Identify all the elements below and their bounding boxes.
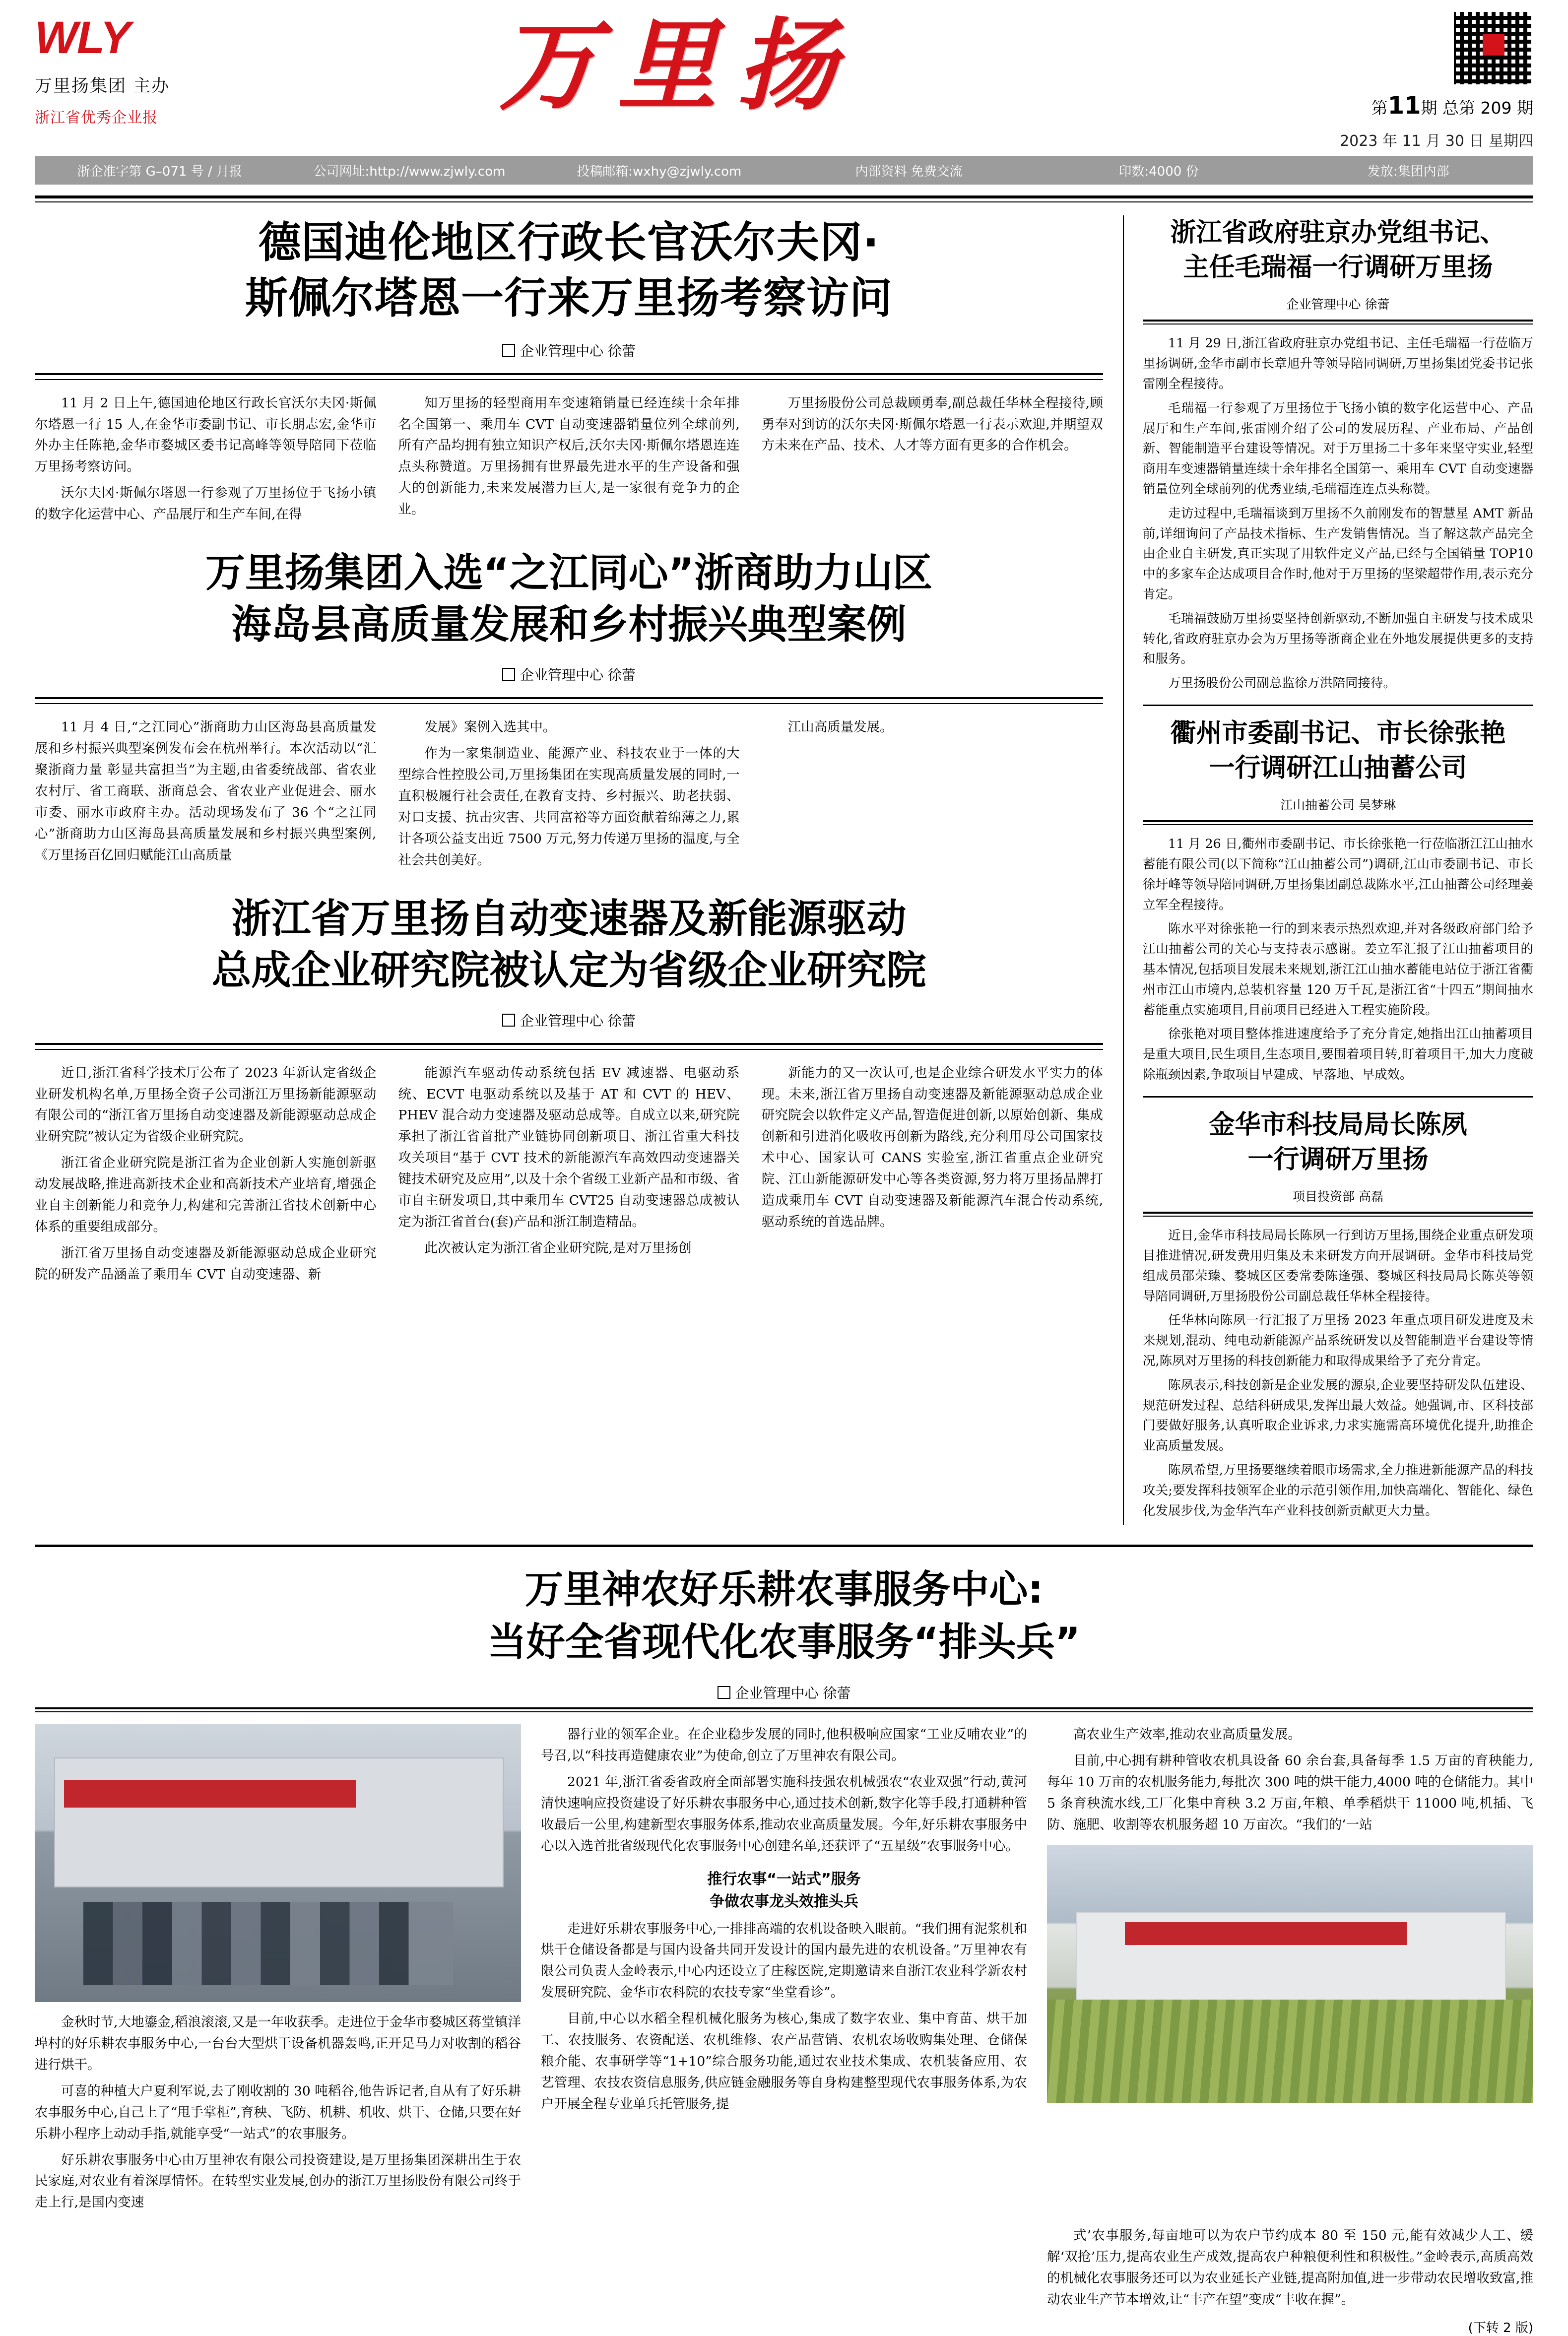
publisher-block	[35, 12, 233, 127]
publisher-line: 万里扬集团 主办	[35, 76, 170, 96]
right1-byline-text: 企业管理中心 徐蕾	[1286, 297, 1390, 312]
byline-box-icon	[502, 344, 515, 357]
byline-box-icon	[502, 1014, 515, 1027]
article1-byline-text: 企业管理中心 徐蕾	[520, 342, 636, 359]
right1-byline	[1143, 295, 1533, 313]
right2-p1: 11 月 26 日,衢州市委副书记、市长徐张艳一行莅临浙江江山抽水蓄能有限公司(以下简称“江山抽蓄公司”)调研,江山市委副书记、市长徐圩峰等领导陪同调研,万里扬集团副总裁陈水平,江山抽蓄公司经理姜立军全程接待。	[1143, 837, 1533, 912]
right2-byline-text: 江山抽蓄公司 吴梦琳	[1280, 798, 1396, 813]
right3-p2: 任华林向陈夙一行汇报了万里扬 2023 年重点项目研发进度及未来规划,混动、纯电动新能源产品系统研发以及智能制造平台建设等情况,陈夙对万里扬的科技创新能力和取得成果给予了充分肯定。	[1143, 1313, 1533, 1369]
article3-byline-text: 企业管理中心 徐蕾	[520, 1012, 636, 1029]
article1-byline	[35, 340, 1103, 360]
info-print-count: 印数:4000 份	[1118, 164, 1199, 179]
article3-headline-line1: 浙江省万里扬自动变速器及新能源驱动	[231, 895, 907, 942]
feature-byline	[35, 1683, 1533, 1702]
article1-p2: 沃尔夫冈·斯佩尔塔恩一行参观了万里扬位于飞扬小镇的数字化运营中心、产品展厅和生产车间,在得	[35, 485, 377, 522]
paper-title	[318, 4, 1037, 128]
feature-mid-p3: 走进好乐耕农事服务中心,一排排高端的农机设备映入眼前。“我们拥有泥浆机和烘干仓储设备都是与国内设备共同开发设计的国内最先进的农机设备。”万里神农有限公司负责人金岭表示,中心内还设立了庄稼医院,定期邀请来自浙江农业科学新农村发展研究院、金华市农科院的农技专家“坐堂看诊”。	[541, 1921, 1027, 2001]
right1-p2: 毛瑞福一行参观了万里扬位于飞扬小镇的数字化运营中心、产品展厅和生产车间,张雷刚介绍了公司的发展历程、产业布局、产品创新、智能制造平台建设等情况。对于万里扬二十多年来坚守实业,轻型商用车变速器销量连续十余年排名全国第一、乘用车 CVT 自动变速器销量位列全球前列的优秀业绩,毛瑞福连连点头称赞。	[1143, 400, 1533, 497]
feature-mid-p2: 2021 年,浙江省委省政府全面部署实施科技强农机械强农“农业双强”行动,黄河清快速响应投资建设了好乐耕农事服务中心,通过技术创新,数字化等手段,打通耕种管收最后一公里,构建新型农事服务体系,推动农业高质量发展。今年,好乐耕农事服务中心以入选首批省级现代化农事服务中心创建名单,还获评了“五星级”农事服务中心。	[541, 1774, 1027, 1854]
right-column	[1123, 215, 1533, 1525]
article1-p1: 11 月 2 日上午,德国迪伦地区行政长官沃尔夫冈·斯佩尔塔恩一行 15 人,在金华市委副书记、市长朋志宏,金华市外办主任陈艳,金华市婺城区委书记高峰等领导陪同下莅临万里扬考察访问。	[35, 395, 377, 475]
article-germany-visit	[35, 215, 1103, 530]
qr-center-mark	[1483, 34, 1504, 56]
issue-date: 2023 年 11 月 30 日 星期四	[1340, 132, 1533, 150]
article2-byline	[35, 664, 1103, 684]
issue-prefix: 第	[1371, 98, 1388, 118]
article-jinhua-sti-bureau	[1143, 1107, 1533, 1521]
masthead	[35, 0, 1533, 149]
article1-p3: 知万里扬的轻型商用车变速箱销量已经连续十余年排名全国第一、乘用车 CVT 自动变速器销量位列全球前列,所有产品均拥有独立知识产权后,沃尔夫冈·斯佩尔塔恩连连点头称赞道。万里扬拥有世界最先进水平的生产设备和强大的创新能力,未来发展潜力巨大,是一家很有竞争力的企业。	[398, 395, 740, 518]
right3-p4: 陈夙希望,万里扬要继续着眼市场需求,全力推进新能源产品的科技攻关;要发挥科技领军企业的示范引领作用,加快高端化、智能化、绿色化发展步伐,为金华汽车产业科技创新贡献更大力量。	[1143, 1463, 1533, 1518]
right3-byline-text: 项目投资部 高磊	[1293, 1189, 1383, 1204]
issue-info	[1236, 92, 1533, 150]
right2-p2: 陈水平对徐张艳一行的到来表示热烈欢迎,并对各级政府部门给予江山抽蓄公司的关心与支持表示感谢。姜立军汇报了江山抽蓄项目的基本情况,包括项目发展未来规划,浙江江山抽水蓄能电站位于浙江省衢州市江山市境内,总装机容量 120 万千瓦,是浙江省“十四五”期间抽水蓄能重点实施项目,目前项目已经进入工程实施阶段。	[1143, 921, 1533, 1018]
byline-box-icon	[502, 668, 515, 681]
paper-title-text: 万里扬	[498, 7, 856, 124]
right1-p1: 11 月 29 日,浙江省政府驻京办党组书记、主任毛瑞福一行莅临万里扬调研,金华市副市长章旭升等领导陪同调研,万里扬集团党委书记张雷刚全程接待。	[1143, 336, 1533, 391]
article1-p4: 万里扬股份公司总裁顾勇奉,副总裁任华林全程接待,顾勇奉对到访的沃尔夫冈·斯佩尔塔恩一行表示欢迎,并期望双方未来在产品、技术、人才等方面有更多的合作机会。	[761, 395, 1104, 454]
right3-byline	[1143, 1187, 1533, 1205]
feature-byline-text: 企业管理中心 徐蕾	[735, 1685, 851, 1701]
article3-p3: 浙江省万里扬自动变速器及新能源驱动总成企业研究院的研发产品涵盖了乘用车 CVT 自动变速器、新	[35, 1245, 377, 1282]
article3-headline-line2: 总成企业研究院被认定为省级企业研究院	[211, 947, 926, 993]
feature-headline-line1: 万里神农好乐耕农事服务中心:	[524, 1567, 1044, 1613]
right2-byline	[1143, 795, 1533, 813]
right2-headline-line1: 衢州市委副书记、市长徐张艳	[1170, 718, 1506, 748]
right1-headline-line1: 浙江省政府驻京办党组书记、	[1170, 218, 1506, 248]
wly-logo-text: WLY	[35, 12, 130, 63]
right1-p5: 万里扬股份公司副总监徐万洪陪同接待。	[1168, 676, 1396, 691]
article1-headline-line1: 德国迪伦地区行政长官沃尔夫冈·	[258, 218, 880, 267]
article3-p1: 近日,浙江省科学技术厅公布了 2023 年新认定省级企业研发机构名单,万里扬全资子公司浙江万里扬新能源驱动有限公司的“浙江省万里扬自动变速器及新能源驱动总成企业研究院”被认定为省级企业研究院。	[35, 1065, 377, 1145]
issue-suffix: 期 总第 209 期	[1421, 98, 1533, 118]
right1-headline-line2: 主任毛瑞福一行调研万里扬	[1183, 253, 1493, 283]
feature-left-p1: 金秋时节,大地鎏金,稻浪滚滚,又是一年收获季。走进位于金华市婺城区蒋堂镇洋埠村的好乐耕农事服务中心,一台台大型烘干设备机器轰鸣,正开足马力对收割的稻谷进行烘干。	[35, 2014, 521, 2073]
article3-p6: 新能力的又一次认可,也是企业综合研发水平实力的体现。未来,浙江省万里扬自动变速器及新能源驱动总成企业研究院会以软件定义产品,智造促进创新,以原始创新、集成创新和引进消化吸收再创新为路线,充分利用母公司国家技术中心、国家认可 CANS 实验室,浙江省重点企业研究院、江山新能源研发中心等各类资源,努力将万里扬品牌打造成乘用车 CVT 自动变速器及新能源汽车混合传动系统,驱动系统的首选品牌。	[761, 1065, 1104, 1230]
article2-p4: 江山高质量发展。	[787, 719, 893, 735]
info-internal: 内部资料 免费交流	[855, 164, 963, 179]
divider-thick	[35, 195, 1533, 198]
award-line: 浙江省优秀企业报	[35, 109, 158, 127]
feature-left-p2: 可喜的种植大户夏利军说,去了刚收割的 30 吨稻谷,他告诉记者,自从有了好乐耕农事服务中心,自己上了“甩手掌柜”,育秧、飞防、机耕、机收、烘干、仓储,只要在好乐耕小程序上动动手指,就能享受“一站式”的农事服务。	[35, 2083, 521, 2141]
article3-p4: 能源汽车驱动传动系统包括 EV 减速器、电驱动系统、ECVT 电驱动系统以及基于 AT 和 CVT 的 HEV、PHEV 混合动力变速器及驱动总成等。自成立以来,研究院承担了浙江省首批产业链协同创新项目、浙江省重大科技攻关项目“基于 CVT 技术的新能源汽车高效四动变速器关键技术研究及应用”,以及十余个省级工业新产品和市级、省市自主研发项目,其中乘用车 CVT25 自动变速器总成被认定为浙江省首台(套)产品和浙江制造精品。	[398, 1065, 740, 1230]
article2-byline-text: 企业管理中心 徐蕾	[520, 667, 636, 684]
article3-p5: 此次被认定为浙江省企业研究院,是对万里扬创	[424, 1240, 692, 1256]
right2-headline-line2: 一行调研江山抽蓄公司	[1209, 753, 1467, 783]
issue-number: 11	[1387, 92, 1421, 120]
feature-article	[35, 1545, 1533, 2336]
feature-photo-service-center	[1047, 1845, 1533, 2103]
article2-p3: 作为一家集制造业、能源产业、科技农业于一体的大型综合性控股公司,万里扬集团在实现高质量发展的同时,一直积极履行社会责任,在教育支持、乡村振兴、助老扶弱、对口支援、抗击灾害、共同富裕等方面资献着绵薄之力,累计各项公益支出近 7500 万元,努力传递万里扬的温度,与全社会共创美好。	[398, 746, 740, 868]
feature-subheading: 推行农事“一站式”服务 争做农事龙头效推头兵	[707, 1870, 861, 1910]
byline-box-icon	[718, 1686, 730, 1699]
info-email[interactable]: 投稿邮箱:wxhy@zjwly.com	[577, 164, 742, 179]
feature-mid-p4: 目前,中心以水稻全程机械化服务为核心,集成了数字农业、集中育苗、烘干加工、农技服务、农资配送、农机维修、农产品营销、农机农场收购集处理、仓储保粮介能、农事研学等“1+10”综合服务功能,通过农业技术集成、农机装备应用、农艺管理、农技农资信息服务,供应链金融服务等自身构建整型现代农事服务体系,为农户开展全程专业单兵托管服务,提	[541, 2011, 1027, 2112]
article2-headline-line1: 万里扬集团入选“之江同心”浙商助力山区	[205, 550, 933, 596]
right3-p3: 陈夙表示,科技创新是企业发展的源泉,企业要坚持研发队伍建设、规范研发过程、总结科研成果,发挥出最大效益。她强调,市、区科技部门要做好服务,认真听取企业诉求,力求实施需高环境优化提升,助推企业高质量发展。	[1143, 1377, 1533, 1454]
divider-thin	[35, 201, 1533, 202]
info-distribution: 发放:集团内部	[1367, 164, 1449, 179]
info-website[interactable]: 公司网址:http://www.zjwly.com	[313, 164, 506, 179]
article2-p1: 11 月 4 日,“之江同心”浙商助力山区海岛县高质量发展和乡村振兴典型案例发布会在杭州举行。本次活动以“汇聚浙商力量 彰显共富担当”为主题,由省委统战部、省农业农村厅、省工商联、浙商总会、省农业产业促进会、丽水市委、丽水市政府主办。活动现场发布了 36 个“之江同心”浙商助力山区海岛县高质量发展和乡村振兴典型案例,《万里扬百亿回归赋能江山高质量	[35, 719, 377, 863]
article-research-institute	[35, 893, 1103, 1291]
feature-right-p1: 高农业生产效率,推动农业高质量发展。	[1073, 1726, 1301, 1742]
article2-headline-line2: 海岛县高质量发展和乡村振兴典型案例	[231, 601, 907, 648]
article-zhijiang-case	[35, 547, 1103, 876]
feature-right-p3: 式’农事服务,每亩地可以为农户节约成本 80 至 150 元,能有效减少人工、缓解‘双抢’压力,提高农业生产成效,提高农户种粮便利性和积极性。”金岭表示,高质高效的机械化农事服务还可以为农业延长产业链,提高附加值,进一步带动农民增收致富,推动农业生产节本增效,让“丰产在望”变成“丰收在握”。	[1047, 2228, 1533, 2308]
article2-p2: 发展》案例入选其中。	[424, 719, 556, 735]
feature-headline-line2: 当好全省现代化农事服务“排头兵”	[487, 1620, 1081, 1665]
article3-p2: 浙江省企业研究院是浙江省为企业创新人实施创新驱动发展战略,推进高新技术企业和高新技术产业培育,增强企业自主创新能力和竞争力,构建和完善浙江省技术创新中心体系的重要组成部分。	[35, 1155, 377, 1235]
right3-headline-line1: 金华市科技局局长陈夙	[1209, 1109, 1467, 1140]
article3-byline	[35, 1010, 1103, 1030]
article1-headline-line2: 斯佩尔塔恩一行来万里扬考察访问	[245, 273, 893, 323]
qr-code[interactable]	[1454, 5, 1533, 84]
left-column	[35, 215, 1103, 1525]
right1-p4: 毛瑞福鼓励万里扬要坚持创新驱动,不断加强自主研发与技术成果转化,省政府驻京办会为万里扬等浙商企业在外地发展提供更多的支持和服务。	[1143, 611, 1533, 667]
info-license: 浙企准字第 G–071 号 / 月报	[77, 164, 242, 179]
feature-left-p3: 好乐耕农事服务中心由万里神农有限公司投资建设,是万里扬集团深耕出生于农民家庭,对农业有着深厚情怀。在转型实业发展,创办的浙江万里扬股份有限公司终于走上行,是国内变速	[35, 2152, 521, 2210]
article-quzhou-mayor	[1143, 716, 1533, 1085]
continued-note: (下转 2 版)	[1468, 2320, 1533, 2336]
article-beijing-office	[1143, 215, 1533, 694]
right3-p1: 近日,金华市科技局局长陈夙一行到访万里扬,围绕企业重点研发项目推进情况,研发费用归集及未来研发方向开展调研。金华市科技局党组成员邵荣臻、婺城区区委常委陈逢强、婺城区科技局局长陈英等领导陪同调研,万里扬股份公司副总裁任华林全程接待。	[1143, 1228, 1533, 1304]
right3-headline-line2: 一行调研万里扬	[1247, 1145, 1429, 1175]
right2-p3: 徐张艳对项目整体推进速度给予了充分肯定,她指出江山抽蓄项目是重大项目,民生项目,生态项目,要围着项目转,盯着项目干,加大力度破除瓶颈因素,争取项目早建成、早落地、早成效。	[1143, 1027, 1533, 1083]
feature-photo-visit	[35, 1724, 521, 2002]
feature-mid-p1: 器行业的领军企业。在企业稳步发展的同时,他积极响应国家“工业反哺农业”的号召,以“科技再造健康农业”为使命,创立了万里神农有限公司。	[541, 1726, 1027, 1763]
info-bar	[35, 156, 1533, 185]
feature-right-p2: 目前,中心拥有耕种管收农机具设备 60 余台套,具备每季 1.5 万亩的育秧能力,每年 10 万亩的农机服务能力,每批次 300 吨的烘干能力,4000 吨的仓储能力。其中 5 条育秧流水线,工厂化集中育秧 3.2 万亩,年粮、单季稻烘干 11000 吨,机插、飞防、施肥、收割等农机服务超 10 万亩次。“我们的‘一站	[1047, 1752, 1533, 1832]
right1-p3: 走访过程中,毛瑞福谈到万里扬不久前刚发布的智慧星 AMT 新品前,详细询问了产品技术指标、生产发销售情况。当了解这款产品完全由企业自主研发,真正实现了用软件定义产品,已经与全国销量 TOP10 中的多家车企达成项目合作时,他对于万里扬的坚梁超带作用,表示充分肯定。	[1143, 506, 1533, 602]
